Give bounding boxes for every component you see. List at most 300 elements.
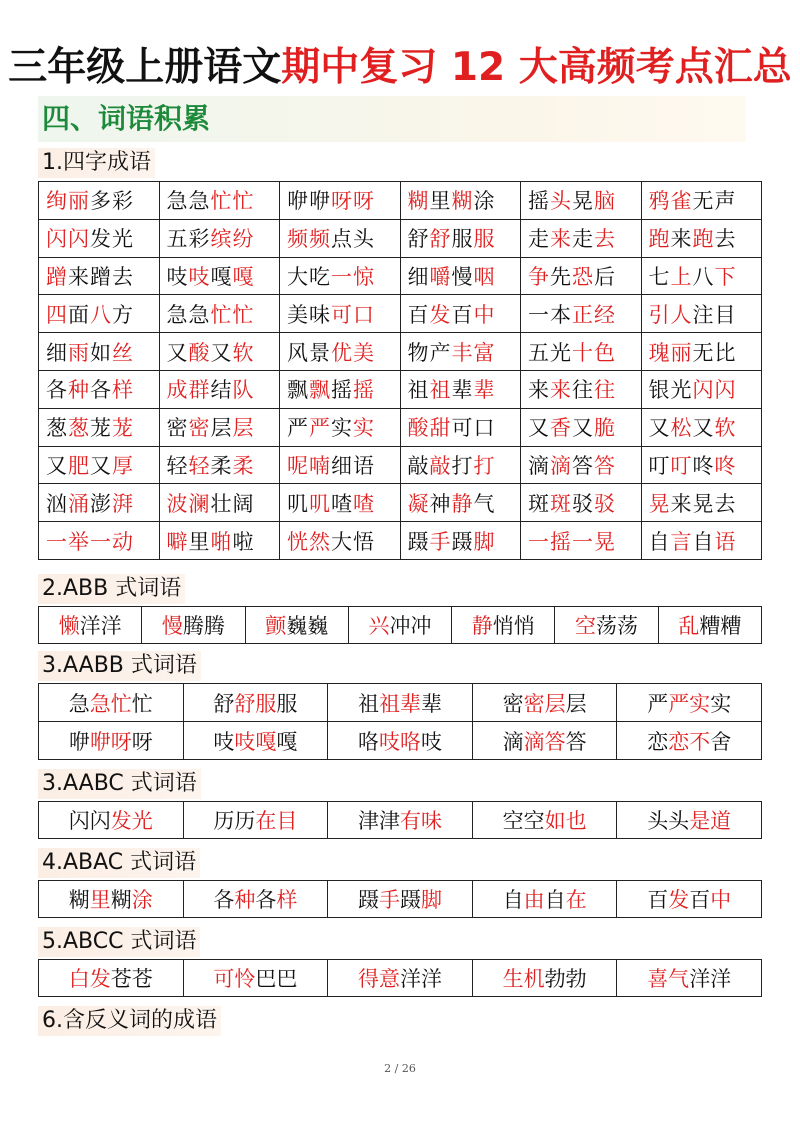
word-cell [521, 446, 642, 484]
plain-text: 洋洋 [689, 967, 732, 991]
plain-text: 闪闪 [68, 809, 111, 833]
word-cell [472, 960, 617, 997]
word-cell [641, 484, 762, 522]
highlight-text: 打 [473, 453, 496, 478]
highlight-text: 种 [68, 378, 90, 403]
highlight-text: 可口 [331, 302, 375, 327]
plain-text: 腾腾 [182, 614, 225, 638]
highlight-text: 闪闪 [692, 378, 737, 403]
table-row [39, 333, 762, 371]
plain-text: 涂 [473, 189, 496, 214]
highlight-text: 密 [188, 416, 211, 441]
plain-text: 各 [90, 378, 112, 403]
word-cell [641, 446, 762, 484]
plain-text: 往 [572, 378, 594, 403]
highlight-text: 静 [471, 614, 493, 638]
plain-text: 咚 [692, 453, 715, 478]
highlight-text: 在目 [255, 809, 298, 833]
plain-text: 苍苍 [110, 967, 153, 991]
table-row [39, 722, 762, 760]
plain-text: 一本 [528, 302, 572, 327]
word-cell [400, 182, 521, 220]
plain-text: 忙 [131, 691, 153, 716]
word-cell [521, 219, 642, 257]
word-cell [472, 881, 617, 918]
plain-text: 荡荡 [596, 614, 639, 638]
plain-text: 细 [46, 340, 68, 365]
plain-text: 洋洋 [79, 614, 122, 638]
word-cell [641, 257, 762, 295]
word-cell [400, 219, 521, 257]
word-cell [159, 370, 280, 408]
word-cell [142, 607, 245, 644]
plain-text: 严 [647, 691, 669, 716]
plain-text: 大悟 [331, 529, 375, 554]
plain-text: 空空 [502, 809, 545, 833]
word-cell [39, 370, 160, 408]
plain-text: 如 [90, 340, 112, 365]
plain-text: 答 [572, 453, 594, 478]
highlight-text: 祖辈 [378, 691, 421, 716]
plain-text: 柔 [210, 453, 233, 478]
plain-text: 多彩 [90, 189, 134, 214]
plain-text: 轻 [166, 453, 189, 478]
word-cell [280, 182, 401, 220]
highlight-text: 跑 [692, 227, 715, 252]
plain-text: 百 [451, 302, 474, 327]
plain-text: 摇 [528, 189, 550, 214]
highlight-text: 频频 [287, 227, 331, 252]
plain-text: 先 [550, 264, 572, 289]
highlight-text: 滴答 [523, 729, 566, 754]
plain-text: 五光 [528, 340, 572, 365]
plain-text: 层 [565, 691, 587, 716]
highlight-text: 里 [89, 888, 111, 912]
highlight-text: 如也 [544, 809, 587, 833]
highlight-text: 中 [473, 302, 496, 327]
word-cell [521, 333, 642, 371]
highlight-text: 斑 [550, 491, 572, 516]
highlight-text: 言 [670, 529, 693, 554]
plain-text: 呀 [131, 729, 153, 754]
word-cell [39, 881, 184, 918]
word-cell [183, 684, 328, 722]
plain-text: 恋 [647, 729, 669, 754]
highlight-text: 软 [714, 416, 737, 441]
highlight-text: 晃 [648, 491, 671, 516]
word-cell [617, 802, 762, 839]
plain-text: 去 [714, 227, 737, 252]
plain-text: 祖 [407, 378, 430, 403]
plain-text: 层 [210, 416, 233, 441]
word-cell [159, 219, 280, 257]
word-cell [39, 182, 160, 220]
plain-text: 晃 [572, 189, 594, 214]
plain-text: 大吃 [287, 264, 331, 289]
plain-text: 又 [648, 416, 671, 441]
plain-text: 历历 [213, 809, 256, 833]
plain-text: 又 [572, 416, 594, 441]
highlight-text: 厚 [112, 453, 134, 478]
highlight-text: 丝 [112, 340, 134, 365]
plain-text: 冲冲 [389, 614, 432, 638]
plain-text: 无声 [692, 189, 737, 214]
word-cell [641, 408, 762, 446]
table-row [39, 522, 762, 560]
highlight-text: 呀呀 [331, 189, 375, 214]
highlight-text: 祖 [429, 378, 452, 403]
highlight-text: 答 [594, 453, 616, 478]
table-row [39, 295, 762, 333]
highlight-text: 一举一动 [46, 529, 134, 554]
word-cell [39, 446, 160, 484]
plain-text: 来 [528, 378, 550, 403]
word-cell [183, 881, 328, 918]
plain-text: 七 [648, 264, 671, 289]
highlight-text: 严实 [668, 691, 711, 716]
plain-text: 咯 [357, 729, 379, 754]
word-cell [280, 295, 401, 333]
highlight-text: 白发 [68, 967, 111, 991]
highlight-text: 鸦雀 [648, 189, 693, 214]
highlight-text: 蹭 [46, 264, 68, 289]
highlight-text: 啪 [210, 529, 233, 554]
plain-text: 面 [68, 302, 90, 327]
word-cell [521, 295, 642, 333]
highlight-text: 舒 [429, 227, 452, 252]
word-cell [641, 333, 762, 371]
plain-text: 自 [502, 888, 524, 912]
plain-text: 叮 [648, 453, 671, 478]
highlight-text: 兴 [368, 614, 390, 638]
word-cell [521, 408, 642, 446]
word-cell [280, 408, 401, 446]
highlight-text: 呢喃 [287, 453, 331, 478]
word-cell [555, 607, 658, 644]
abac-word-table [38, 880, 762, 918]
highlight-text: 层 [232, 416, 255, 441]
plain-text: 各 [255, 888, 277, 912]
plain-text: 无比 [692, 340, 737, 365]
highlight-text: 得意 [357, 967, 400, 991]
word-cell [39, 722, 184, 760]
table-row [39, 802, 762, 839]
plain-text: 来 [670, 227, 693, 252]
plain-text: 嘎 [210, 264, 233, 289]
highlight-text: 瑰丽 [648, 340, 693, 365]
highlight-text: 驳 [594, 491, 616, 516]
highlight-text: 跑 [648, 227, 671, 252]
plain-text: 美味 [287, 302, 331, 327]
plain-text: 巴巴 [255, 967, 298, 991]
highlight-text: 嚼 [429, 264, 452, 289]
plain-text: 吱 [213, 729, 235, 754]
plain-text: 气 [473, 491, 496, 516]
word-cell [328, 684, 473, 722]
word-cell [39, 607, 142, 644]
plain-text: 飘 [287, 378, 309, 403]
plain-text: 结 [210, 378, 233, 403]
plain-text: 汹 [46, 491, 68, 516]
highlight-text: 发 [668, 888, 690, 912]
word-cell [280, 333, 401, 371]
word-cell [400, 446, 521, 484]
highlight-text: 脑 [594, 189, 616, 214]
highlight-text: 恋不 [668, 729, 711, 754]
plain-text: 密 [166, 416, 189, 441]
highlight-text: 绚丽 [46, 189, 90, 214]
aabc-word-table [38, 801, 762, 839]
highlight-text: 成群 [166, 378, 211, 403]
plain-text: 来晃去 [670, 491, 737, 516]
word-cell [280, 522, 401, 560]
plain-text: 密 [502, 691, 524, 716]
plain-text: 方 [112, 302, 134, 327]
word-cell [280, 370, 401, 408]
highlight-text: 糊 [407, 189, 430, 214]
word-cell [328, 722, 473, 760]
plain-text: 滴 [502, 729, 524, 754]
table-row [39, 219, 762, 257]
word-cell [328, 802, 473, 839]
plain-text: 里 [429, 189, 452, 214]
plain-text: 喳 [331, 491, 353, 516]
highlight-text: 优美 [331, 340, 375, 365]
word-cell [400, 370, 521, 408]
word-cell [183, 802, 328, 839]
highlight-text: 闪闪 [46, 227, 90, 252]
highlight-text: 涂 [131, 888, 153, 912]
word-cell [328, 960, 473, 997]
highlight-text: 嘎 [232, 264, 255, 289]
word-cell [328, 881, 473, 918]
word-cell [521, 182, 642, 220]
plain-text: 斑 [528, 491, 550, 516]
plain-text: 百 [407, 302, 430, 327]
highlight-text: 吱咯 [378, 729, 421, 754]
subheading-abac: 4.ABAC 式词语 [38, 848, 200, 878]
plain-text: 咿 [68, 729, 90, 754]
word-cell [521, 257, 642, 295]
plain-text: 咿咿 [287, 189, 331, 214]
highlight-text: 湃 [112, 491, 134, 516]
highlight-text: 波澜 [166, 491, 211, 516]
word-cell [641, 522, 762, 560]
word-cell [280, 484, 401, 522]
word-cell [472, 722, 617, 760]
table-row [39, 446, 762, 484]
highlight-text: 发光 [110, 809, 153, 833]
plain-text: 头头 [647, 809, 690, 833]
highlight-text: 肥 [68, 453, 90, 478]
highlight-text: 咽 [473, 264, 496, 289]
plain-text: 来蹭去 [68, 264, 134, 289]
highlight-text: 争 [528, 264, 550, 289]
plain-text: 点头 [331, 227, 375, 252]
highlight-text: 生机 [502, 967, 545, 991]
highlight-text: 舒服 [234, 691, 277, 716]
plain-text: 糊 [68, 888, 90, 912]
plain-text: 急 [68, 691, 90, 716]
highlight-text: 脚 [473, 529, 496, 554]
plain-text: 壮阔 [210, 491, 255, 516]
word-cell [400, 257, 521, 295]
table-row [39, 257, 762, 295]
word-cell [521, 484, 642, 522]
highlight-text: 恍然 [287, 529, 331, 554]
word-cell [617, 881, 762, 918]
plain-text: 打 [451, 453, 474, 478]
plain-text: 舒 [213, 691, 235, 716]
highlight-text: 手 [378, 888, 400, 912]
plain-text: 答 [565, 729, 587, 754]
highlight-text: 丰富 [451, 340, 496, 365]
plain-text: 澎 [90, 491, 112, 516]
plain-text: 自 [692, 529, 715, 554]
table-row [39, 370, 762, 408]
highlight-text: 空 [575, 614, 597, 638]
highlight-text: 摇 [353, 378, 375, 403]
plain-text: 糟糟 [699, 614, 742, 638]
plain-text: 各 [213, 888, 235, 912]
plain-text: 又 [166, 340, 189, 365]
plain-text: 实 [710, 691, 732, 716]
highlight-text: 叮 [670, 453, 693, 478]
highlight-text: 咚 [714, 453, 737, 478]
highlight-text: 松 [670, 416, 693, 441]
word-cell [641, 295, 762, 333]
plain-text: 辈 [420, 691, 442, 716]
table-row [39, 484, 762, 522]
word-cell [39, 333, 160, 371]
plain-text: 百 [647, 888, 669, 912]
abcc-word-table [38, 959, 762, 997]
word-cell [617, 960, 762, 997]
plain-text: 急急 [166, 189, 211, 214]
highlight-text: 涌 [68, 491, 90, 516]
plain-text: 蹑 [407, 529, 430, 554]
word-cell [159, 182, 280, 220]
word-cell [472, 802, 617, 839]
subheading-abcc: 5.ABCC 式词语 [38, 927, 200, 957]
word-cell [400, 522, 521, 560]
plain-text: 又 [210, 340, 233, 365]
highlight-text: 缤纷 [210, 227, 255, 252]
highlight-text: 往 [594, 378, 616, 403]
abb-word-table [38, 606, 762, 644]
plain-text: 祖 [357, 691, 379, 716]
highlight-text: 吱 [188, 264, 211, 289]
plain-text: 舒 [407, 227, 430, 252]
highlight-text: 叽 [309, 491, 331, 516]
table-row [39, 408, 762, 446]
word-cell [521, 522, 642, 560]
highlight-text: 乱 [678, 614, 700, 638]
word-cell [617, 684, 762, 722]
highlight-text: 来 [550, 378, 572, 403]
highlight-text: 有味 [399, 809, 442, 833]
highlight-text: 八 [90, 302, 112, 327]
plain-text: 慢 [451, 264, 474, 289]
four-char-idiom-table [38, 181, 762, 560]
highlight-text: 酸 [188, 340, 211, 365]
plain-text: 茏 [90, 416, 112, 441]
plain-text: 葱 [46, 416, 68, 441]
highlight-text: 喜气 [647, 967, 690, 991]
word-cell [641, 370, 762, 408]
word-cell [452, 607, 555, 644]
table-row [39, 607, 762, 644]
plain-text: 八 [692, 264, 715, 289]
page-title [0, 38, 800, 98]
plain-text: 又 [528, 416, 550, 441]
word-cell [159, 484, 280, 522]
word-cell [39, 257, 160, 295]
highlight-text: 酸甜 [407, 416, 452, 441]
word-cell [617, 722, 762, 760]
highlight-text: 种 [234, 888, 256, 912]
plain-text: 勃勃 [544, 967, 587, 991]
highlight-text: 凝 [407, 491, 430, 516]
highlight-text: 忙忙 [210, 189, 255, 214]
word-cell [39, 408, 160, 446]
word-cell [39, 522, 160, 560]
word-cell [280, 446, 401, 484]
highlight-text: 懒 [58, 614, 80, 638]
highlight-text: 颤 [265, 614, 287, 638]
highlight-text: 脚 [420, 888, 442, 912]
subheading-aabc: 3.AABC 式词语 [38, 769, 201, 799]
highlight-text: 在 [565, 888, 587, 912]
highlight-text: 手 [429, 529, 452, 554]
highlight-text: 敲 [429, 453, 452, 478]
highlight-text: 来 [550, 227, 572, 252]
word-cell [245, 607, 348, 644]
title-black: 三年级上册语文 [8, 45, 282, 90]
plain-text: 又 [90, 453, 112, 478]
plain-text: 百 [689, 888, 711, 912]
plain-text: 银光 [648, 378, 693, 403]
word-cell [183, 960, 328, 997]
highlight-text: 语 [714, 529, 737, 554]
word-cell [159, 295, 280, 333]
highlight-text: 葱 [68, 416, 90, 441]
plain-text: 滴 [528, 453, 550, 478]
word-cell [280, 219, 401, 257]
highlight-text: 静 [451, 491, 474, 516]
word-cell [400, 408, 521, 446]
highlight-text: 柔 [232, 453, 255, 478]
word-cell [521, 370, 642, 408]
plain-text: 嘎 [276, 729, 298, 754]
highlight-text: 忙忙 [210, 302, 255, 327]
word-cell [159, 408, 280, 446]
subheading-aabb: 3.AABB 式词语 [38, 651, 201, 681]
plain-text: 巍巍 [286, 614, 329, 638]
highlight-text: 样 [112, 378, 134, 403]
highlight-text: 辈 [473, 378, 496, 403]
plain-text: 辈 [451, 378, 474, 403]
title-red: 期中复习 12 大高频考点汇总 [281, 45, 792, 90]
highlight-text: 飘 [309, 378, 331, 403]
plain-text: 各 [46, 378, 68, 403]
table-row [39, 960, 762, 997]
subheading-antonym-idioms: 6.含反义词的成语 [38, 1006, 221, 1036]
plain-text: 急急 [166, 302, 211, 327]
plain-text: 蹑 [451, 529, 474, 554]
word-cell [39, 219, 160, 257]
plain-text: 自 [648, 529, 671, 554]
